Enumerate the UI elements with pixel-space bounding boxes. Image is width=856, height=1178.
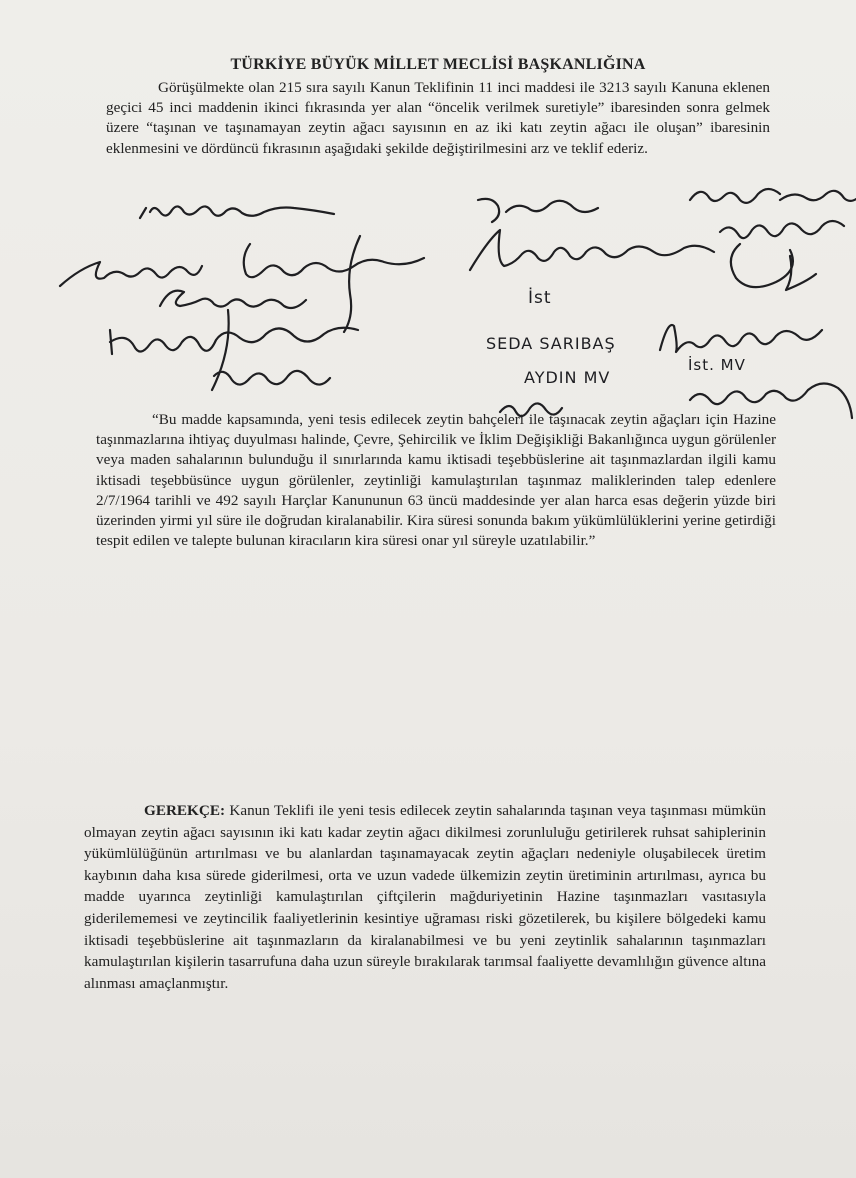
signature-2 <box>60 244 424 286</box>
justification-text: Kanun Teklifi ile yeni tesis edilecek zeytin sahalarında taşınan veya taşınması mümkün olmayan zeytin ağacı sayısının iki katı kadar zeytin ağacı dikilmesi zorunluluğu getirilerek ruhsat sahiplerinin yükümlülüğünün artırılması ve bu alanlardan taşınamayacak zeytin ağaçları nedeniyle oluşabilecek üretim kaybının daha kısa sürede giderilmesi, orta ve uzun vadede ülkemizin zeytin üretiminin artırılması, ayrıca bu madde uyarınca zeytinliği kamulaştırılan çiftçilerin mağduriyetinin Hazine taşınmazları vasıtasıyla giderilememesi ve zeytincilik faaliyetlerinin kesintiye uğraması riski gözetilerek, bu kişilere bölgedeki kamu iktisadi teşebbüslerine ait taşınmazların da kiralanabilmesi ve bu yeni zeytinlik sahalarının taşınmazları kamulaştırılan kişilerin tasarrufuna daha uzun süreyle bırakılarak tarımsal faaliyette devamlılığın güvence altına alınması amaçlanmıştır. <box>84 802 766 992</box>
handwritten-note-ist-mv: İst. MV <box>688 356 746 374</box>
justification-paragraph <box>84 800 766 994</box>
signature-3 <box>160 291 306 308</box>
signature-6 <box>690 189 856 203</box>
signature-1 <box>140 206 334 218</box>
signature-6b <box>720 221 844 238</box>
signature-4c <box>212 310 229 390</box>
signature-6c <box>731 244 816 290</box>
signature-7 <box>660 325 822 352</box>
document-title: TÜRKİYE BÜYÜK MİLLET MECLİSİ BAŞKANLIĞINA <box>230 56 646 73</box>
signature-2-tail <box>344 236 360 332</box>
handwritten-note-city: AYDIN MV <box>524 368 611 387</box>
intro-paragraph: Görüşülmekte olan 215 sıra sayılı Kanun Teklifinin 11 inci maddesi ile 3213 sayılı Kanuna eklenen geçici 45 inci maddenin ikinci fıkrasında yer alan “öncelik verilmek suretiyle” ibaresinden sonra gelmek üzere “taşınan ve taşınamayan zeytin ağacı sayısının en az iki katı zeytin ağacı ile oluşan” ibaresinin eklenmesini ve dördüncü fıkrasının aşağıdaki şekilde değiştirilmesini arz ve teklif ederiz. <box>106 79 770 157</box>
signature-4b <box>214 371 330 385</box>
signature-5b <box>470 230 714 270</box>
signature-4 <box>110 328 358 354</box>
signature-5 <box>478 199 598 222</box>
handwritten-note-ist: İst <box>528 288 552 308</box>
justification-label: GEREKÇE: <box>144 802 226 819</box>
quoted-provision-paragraph: “Bu madde kapsamında, yeni tesis edilecek zeytin bahçeleri ile taşınacak zeytin ağaçları için Hazine taşınmazlarına ihtiyaç duyulması halinde, Çevre, Şehircilik ve İklim Değişikliği Bakanlığınca uygun görülenler veya maden sahalarının bulunduğu il sınırlarında kamu iktisadi teşebbüslerine ait taşınmazlardan ilgili kamu iktisadi teşebbüsünce uygun görülenler, zeytinliği kamulaştırılan taşınmaz maliklerinden talep edenlere 2/7/1964 tarihli ve 492 sayılı Harçlar Kanununun 63 üncü maddesinde yer alan harca esas değerin yüzde biri üzerinden yirmi yıl süre ile doğrudan kiralanabilir. Kira süresi sonunda bakım yükümlülüklerini yerine getirdiği tespit edilen ve talepte bulunan kiracıların kira süresi onar yıl süreyle uzatılabilir.” <box>96 411 776 550</box>
handwritten-note-name: SEDA SARIBAŞ <box>486 334 616 353</box>
